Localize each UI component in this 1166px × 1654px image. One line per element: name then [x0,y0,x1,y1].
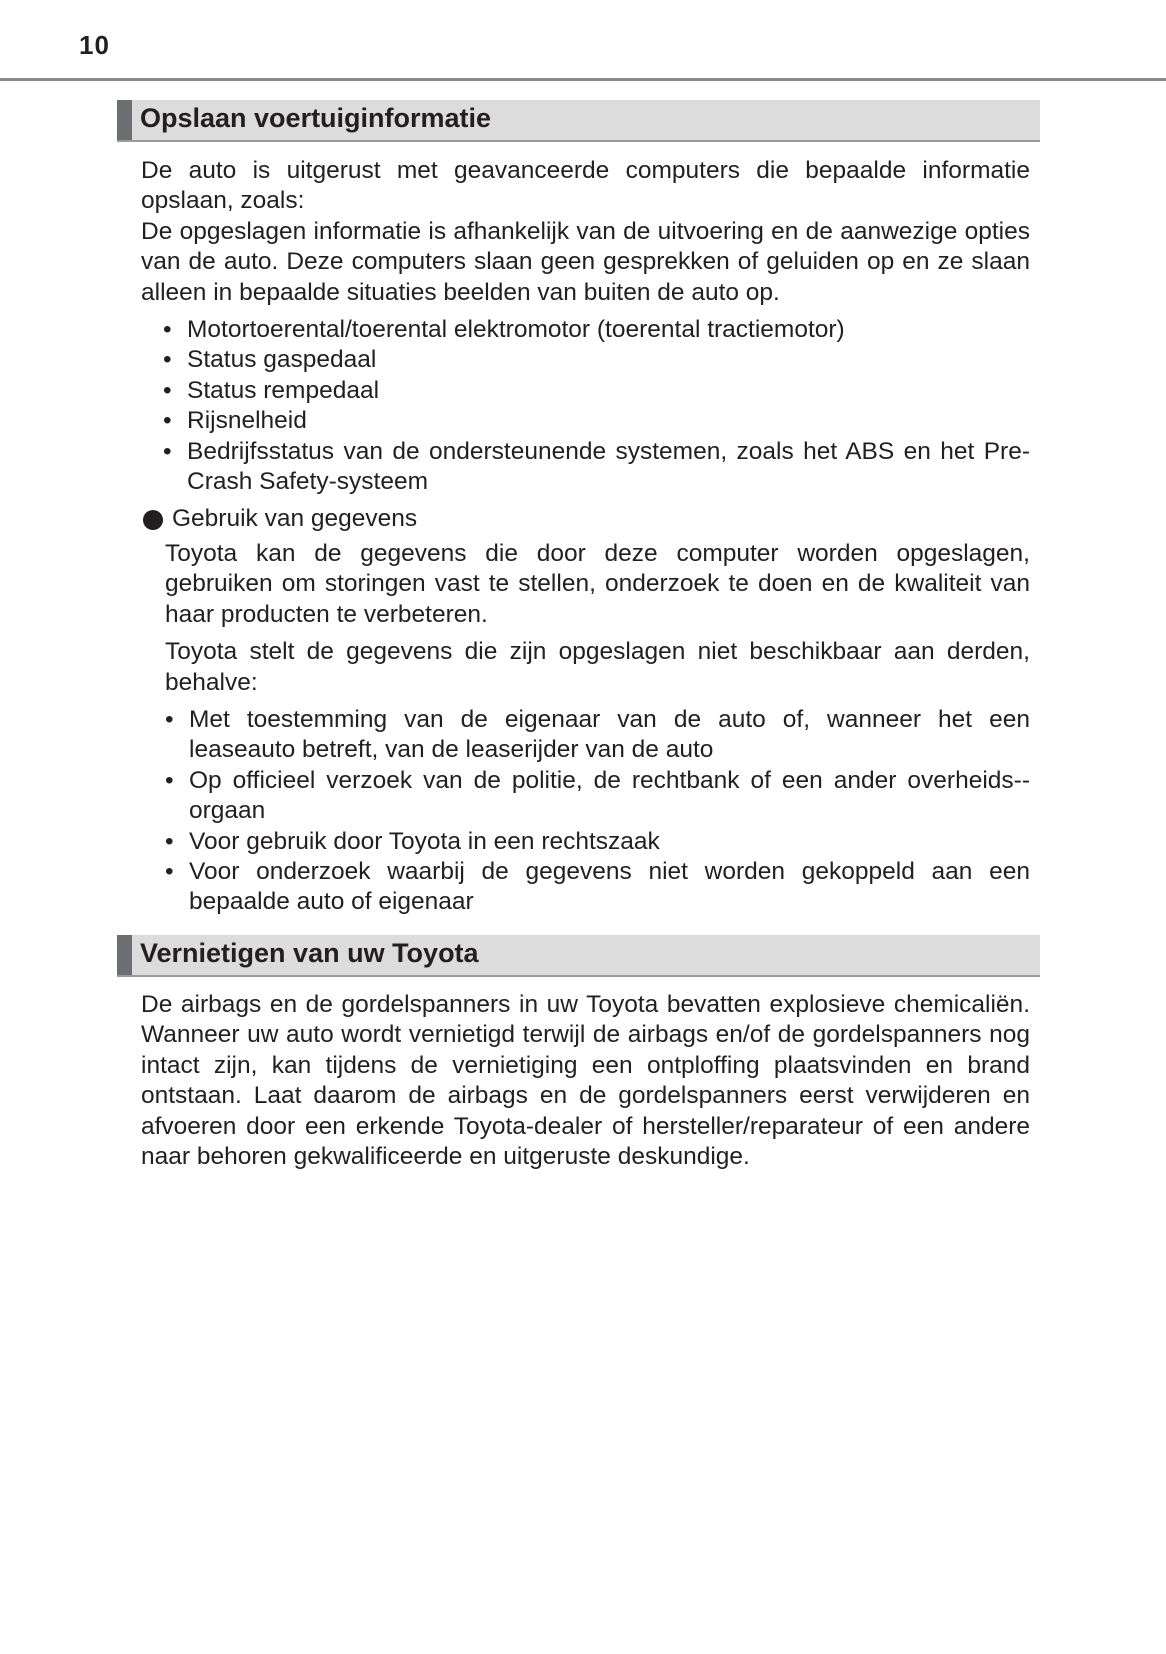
header-rule [0,78,1166,81]
bullet-icon: • [163,376,172,404]
heading-accent-bar [117,100,132,140]
bullet-icon: • [163,316,172,344]
usage-paragraph: Toyota stelt de gegevens die zijn opgeslagen niet beschikbaar aan derden, behalve: [165,638,1030,696]
list-item: • Met toestemming van de eigenaar van de auto of, wanneer het een leaseauto betreft, van de leaserijder van de auto [165,705,1030,764]
list-item: • Status rempedaal [141,376,1030,406]
list-item: • Bedrijfsstatus van de ondersteunende systemen, zoals het ABS en het Pre-Crash Safety-systeem [163,437,1030,496]
section-heading-storage [117,100,1040,142]
page-number: 10 [79,30,110,60]
subsection-title-row [141,504,1030,534]
list-item: • Op officieel verzoek van de politie, de rechtbank of een ander overheids-orgaan [165,766,1030,825]
subsection-data-usage [141,504,1030,917]
section-title: Opslaan voertuiginformatie [140,103,492,133]
bullet-icon: • [165,766,174,794]
heading-accent-bar [117,935,132,975]
intro-paragraph: De opgeslagen informatie is afhankelijk van de uitvoering en de aanwezige opties van de auto. Deze computers slaan geen gesprekken of geluiden op en ze slaan alleen in bepaalde situaties beelden van buiten de auto op. [141,217,1030,306]
bullet-icon: • [165,857,174,885]
usage-paragraph: Toyota kan de gegevens die door deze computer worden opgeslagen, gebruiken om storingen vast te stellen, onderzoek te doen en de kwaliteit van haar producten te verbeteren. [165,539,1030,628]
disposal-paragraph: De airbags en de gordelspanners in uw Toyota bevatten explosieve chemicaliën. Wanneer uw auto wordt vernietigd terwijl de airbags en/of de gordelspanners nog intact zijn, kan tijdens de vernietiging een ontploffing plaatsvinden en brand ontstaan. Laat daarom de airbags en de gordelspanners eerst verwijderen en afvoeren door een erkende Toyota-dealer of hersteller/reparateur of een andere naar behoren gekwalificeerde en uitgeruste deskundige. [141,991,1030,1171]
section-title: Vernietigen van uw Toyota [140,938,479,968]
bullet-icon: • [163,346,172,374]
list-item: • Rijsnelheid [141,406,1030,436]
list-item: • Motortoerental/toerental elektromotor (toerental tractiemotor) [141,315,1030,345]
section-body-storage [141,156,1030,918]
exceptions-list [165,705,1030,918]
list-item: • Voor gebruik door Toyota in een rechtszaak [165,827,1030,857]
filled-circle-icon [143,510,163,530]
bullet-icon: • [163,437,172,465]
section-body-disposal [141,990,1030,1172]
bullet-icon: • [165,827,174,855]
intro-paragraph: De auto is uitgerust met geavanceerde computers die bepaalde informatie opslaan, zoals: [141,157,1030,215]
bullet-icon: • [165,705,174,733]
list-item: • Status gaspedaal [141,345,1030,375]
bullet-icon: • [163,407,172,435]
list-item: • Voor onderzoek waarbij de gegevens niet worden gekoppeld aan een bepaalde auto of eigenaar [165,857,1030,916]
section-heading-disposal [117,935,1040,977]
subsection-body [141,539,1030,918]
subsection-title: Gebruik van gegevens [172,505,418,533]
stored-data-list [141,315,1030,497]
